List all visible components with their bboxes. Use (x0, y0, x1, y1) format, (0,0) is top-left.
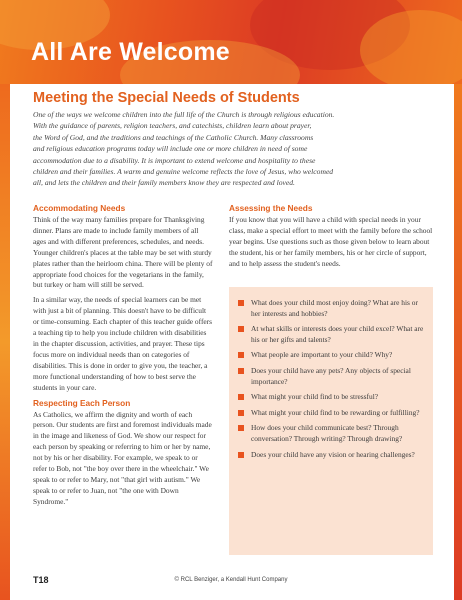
page-title: All Are Welcome (31, 38, 230, 66)
question-text: What might your child find to be rewarding or fulfilling? (251, 407, 420, 417)
question-text: Does your child have any pets? Any objects of special importance? (251, 365, 411, 386)
question-item (237, 366, 427, 387)
square-bullet-icon (238, 352, 244, 358)
square-bullet-icon (238, 300, 244, 306)
assessing-needs-heading: Assessing the Needs (229, 203, 313, 213)
section-heading: Meeting the Special Needs of Students (33, 90, 300, 106)
square-bullet-icon (238, 326, 244, 332)
accommodating-needs-heading: Accommodating Needs (33, 203, 126, 213)
accommodating-needs-paragraph: Think of the way many families prepare for Thanksgiving dinner. Plans are made to include family members of all ages and with different preferences, schedules, and needs. Younger children's places at the table may be set with sturdy plates rather than the heirloom china. There will be plenty of appropriate food choices for the vegetarians in the family, but turkey or ham will still be served. (33, 215, 213, 290)
question-item (237, 408, 427, 419)
left-decorative-stripe (0, 84, 10, 600)
question-item (237, 298, 427, 319)
question-text: Does your child have any vision or hearing challenges? (251, 449, 415, 459)
question-item (237, 392, 427, 403)
left-column (33, 203, 213, 512)
right-column (229, 203, 433, 274)
square-bullet-icon (238, 410, 244, 416)
special-learners-paragraph: In a similar way, the needs of special learners can be met with just a bit of planning. This doesn't have to be difficult or time-consuming. Each chapter of this teacher guide offers a teaching tip to help you include children with disabilities in the chapter discussion, activities, and prayer. These tips focus more on individual needs than on categories of disabilities. This is done in order to give you, the teacher, a more functional understanding of how to best serve the students in your care. (33, 295, 213, 392)
question-text: How does your child communicate best? Through conversation? Through writing? Through drawing? (251, 423, 403, 443)
question-item (237, 450, 427, 461)
question-text: What might your child find to be stressful? (251, 392, 379, 402)
respecting-each-person-paragraph: As Catholics, we affirm the dignity and worth of each person. Our students are first and foremost individuals made in the image and likeness of God. We show our respect for each person by speaking or referring to him or her by name, not by his or her disability. For example, we speak to or refer to Bob, not "the boy over there in the wheelchair." We speak to or refer to Mary, not "that girl with autism." We speak to or refer to Juan, not "the one with Down Syndrome." (33, 409, 212, 506)
respecting-each-person-heading: Respecting Each Person (33, 397, 131, 408)
intro-line: the Word of God, and the traditions and teachings of the Catholic Church. Many classrooms (33, 132, 314, 142)
square-bullet-icon (238, 368, 244, 374)
question-item (237, 423, 427, 444)
page-number: T18 (33, 575, 49, 585)
right-decorative-stripe (454, 84, 462, 600)
intro-paragraph (33, 109, 433, 189)
intro-line: One of the ways we welcome children into the full life of the Church is through religious education. (33, 110, 335, 119)
header-banner (0, 0, 462, 84)
intro-line: children and their families. A warm and genuine welcome reflects the love of Jesus, who welcomed (33, 167, 334, 177)
square-bullet-icon (238, 425, 244, 431)
questions-list (229, 287, 433, 460)
intro-line: accommodation due to a disability. It is important to extend welcome and hospitality to these (33, 155, 316, 165)
question-text: At what skills or interests does your child excel? What are his or her gifts and talents? (251, 324, 424, 344)
question-item (237, 324, 427, 345)
question-item (237, 350, 427, 361)
copyright-notice: © RCL Benziger, a Kendall Hunt Company (174, 577, 288, 583)
intro-line: all, and lets the children and their family members know they are respected and loved. (33, 178, 295, 188)
square-bullet-icon (238, 452, 244, 458)
assessing-needs-paragraph: If you know that you will have a child with special needs in your class, make a special effort to meet with the family before the school year begins. Use questions such as those given below to learn about the student, his or her family members, his or her circle of support, and to help assess the student's needs. (229, 215, 433, 268)
intro-line: With the guidance of parents, religion teachers, and catechists, children learn about prayer, (33, 121, 312, 131)
questions-box (229, 287, 433, 555)
question-text: What people are important to your child? Why? (251, 350, 393, 360)
intro-line: and religious education programs today will include one or more children in need of some (33, 144, 308, 154)
question-text: What does your child most enjoy doing? What are his or her interests and hobbies? (251, 298, 418, 318)
square-bullet-icon (238, 394, 244, 400)
